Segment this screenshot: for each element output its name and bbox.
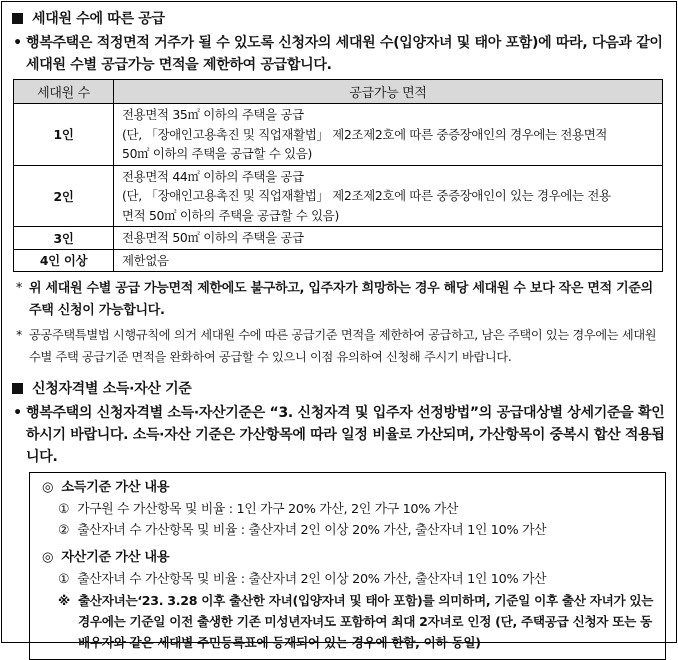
note-public-housing (9, 324, 669, 368)
household-count-cell: 1인 (14, 104, 114, 166)
note-text: 위 세대원 수별 공급 가능면적 제한에도 불구하고, 입주자가 희망하는 경우 해당 세대원 수 보다 작은 면적 기준의 주택 신청이 가능합니다. (29, 281, 653, 318)
list-item-text: 출산자녀 수 가산항목 및 비율 : 출산자녀 2인 이상 20% 가산, 출산자녀 1인 10% 가산 (77, 572, 547, 587)
bonus-criteria-box (29, 472, 666, 660)
area-line: 면적 50㎡ 이하의 주택을 공급할 수 있음) (122, 207, 339, 223)
asterisk-icon: * (16, 328, 22, 342)
table-row (14, 249, 663, 272)
table-row (14, 165, 663, 227)
table-header-row (14, 80, 663, 104)
section-title: 신청자격별 소득·자산 기준 (32, 381, 192, 397)
area-cell (114, 104, 663, 166)
household-count-cell: 4인 이상 (14, 249, 114, 272)
household-count-cell: 3인 (14, 227, 114, 250)
area-line: 전용면적 35㎡ 이하의 주택을 공급 (122, 107, 304, 122)
table-row (14, 227, 663, 250)
area-line: 제한없음 (122, 252, 169, 268)
list-item (38, 520, 657, 541)
reference-mark-icon: ※ (58, 593, 70, 608)
intro-text: 행복주택은 적정면적 거주가 될 수 있도록 신청자의 세대원 수(입양자녀 및 태아 포함)에 따라, 다음과 같이 세대원 수별 공급가능 면적을 제한하여 공급합니다. (26, 35, 663, 73)
list-item (38, 499, 657, 520)
subsection-title: 소득기준 가산 내용 (61, 480, 170, 495)
area-line: 전용면적 50㎡ 이하의 주택을 공급 (122, 230, 304, 245)
section-heading-household (9, 6, 669, 30)
intro-paragraph (9, 32, 669, 76)
section-title: 세대원 수에 따른 공급 (32, 11, 165, 27)
note-text: 공공주택특별법 시행규칙에 의거 세대원 수에 따른 공급기준 면적을 제한하여 공급하고, 남은 주택이 있는 경우에는 세대원 수별 주택 공급기준 면적을 완화하여 공급할 수 있으니 이점 유의하여 신청해 주시기 바랍니다. (29, 328, 657, 364)
list-item (38, 569, 657, 590)
intro-text: 행복주택의 신청자격별 소득·자산기준은 “3. 신청자격 및 입주자 선정방법”의 공급대상별 상세기준을 확인하시기 바랍니다. 소득·자산 기준은 가산항목에 따라 일정 비율로 가산되며, 가산항목이 중복시 합산 적용됩니다. (26, 405, 665, 465)
subsection-title: 자산기준 가산 내용 (61, 550, 170, 565)
double-circle-icon: ◎ (42, 480, 54, 495)
household-count-cell: 2인 (14, 165, 114, 227)
area-cell (114, 227, 663, 250)
income-bonus-title (38, 477, 657, 499)
column-header: 공급가능 면적 (114, 80, 663, 104)
area-line: 전용면적 44㎡ 이하의 주택을 공급 (122, 168, 304, 184)
section-heading-income (9, 376, 669, 400)
area-line: 50㎡ 이하의 주택을 공급할 수 있음) (122, 146, 313, 161)
circled-number-icon: ② (58, 523, 70, 538)
area-cell (114, 165, 663, 227)
note-smaller-area (9, 278, 669, 322)
bullet-icon: • (13, 405, 22, 421)
asterisk-icon: * (15, 281, 23, 296)
column-header: 세대원 수 (14, 80, 114, 104)
list-item-text: 가구원 수 가산항목 및 비율 : 1인 가구 20% 가산, 2인 가구 10% 가산 (77, 502, 459, 517)
area-line: (단, 「장애인고용촉진 및 직업재활법」 제2조제2호에 따른 중증장애인이 있는 경우에는 전용 (122, 188, 611, 203)
area-line: (단, 「장애인고용촉진 및 직업재활법」 제2조제2호에 따른 중증장애인의 경우에는 전용면적 (122, 126, 608, 142)
document-frame (1, 1, 677, 650)
note-text: 출산자녀는‘23. 3.28 이후 출산한 자녀(입양자녀 및 태아 포함)를 의미하며, 기준일 이후 출산 자녀가 있는 경우에는 기준일 이전 출생한 기존 미성년자녀도 포함하여 최대 2자녀로 인정 (단, 주택공급 신청자 또는 동 배우자와 같은 세대별 주민등록표에 등재되어 있는 경우에 한함, 이하 동일) (78, 593, 654, 650)
table-row (14, 104, 663, 166)
square-bullet-icon (12, 383, 23, 394)
asset-bonus-title (38, 547, 657, 569)
circled-number-icon: ① (58, 502, 70, 517)
double-circle-icon: ◎ (42, 550, 54, 565)
circled-number-icon: ① (58, 572, 70, 587)
square-bullet-icon (12, 13, 23, 24)
area-cell (114, 249, 663, 272)
area-limit-table (13, 79, 663, 272)
bullet-icon: • (13, 35, 22, 51)
list-item-text: 출산자녀 수 가산항목 및 비율 : 출산자녀 2인 이상 20% 가산, 출산자녀 1인 10% 가산 (77, 523, 547, 538)
intro-paragraph (9, 402, 669, 468)
